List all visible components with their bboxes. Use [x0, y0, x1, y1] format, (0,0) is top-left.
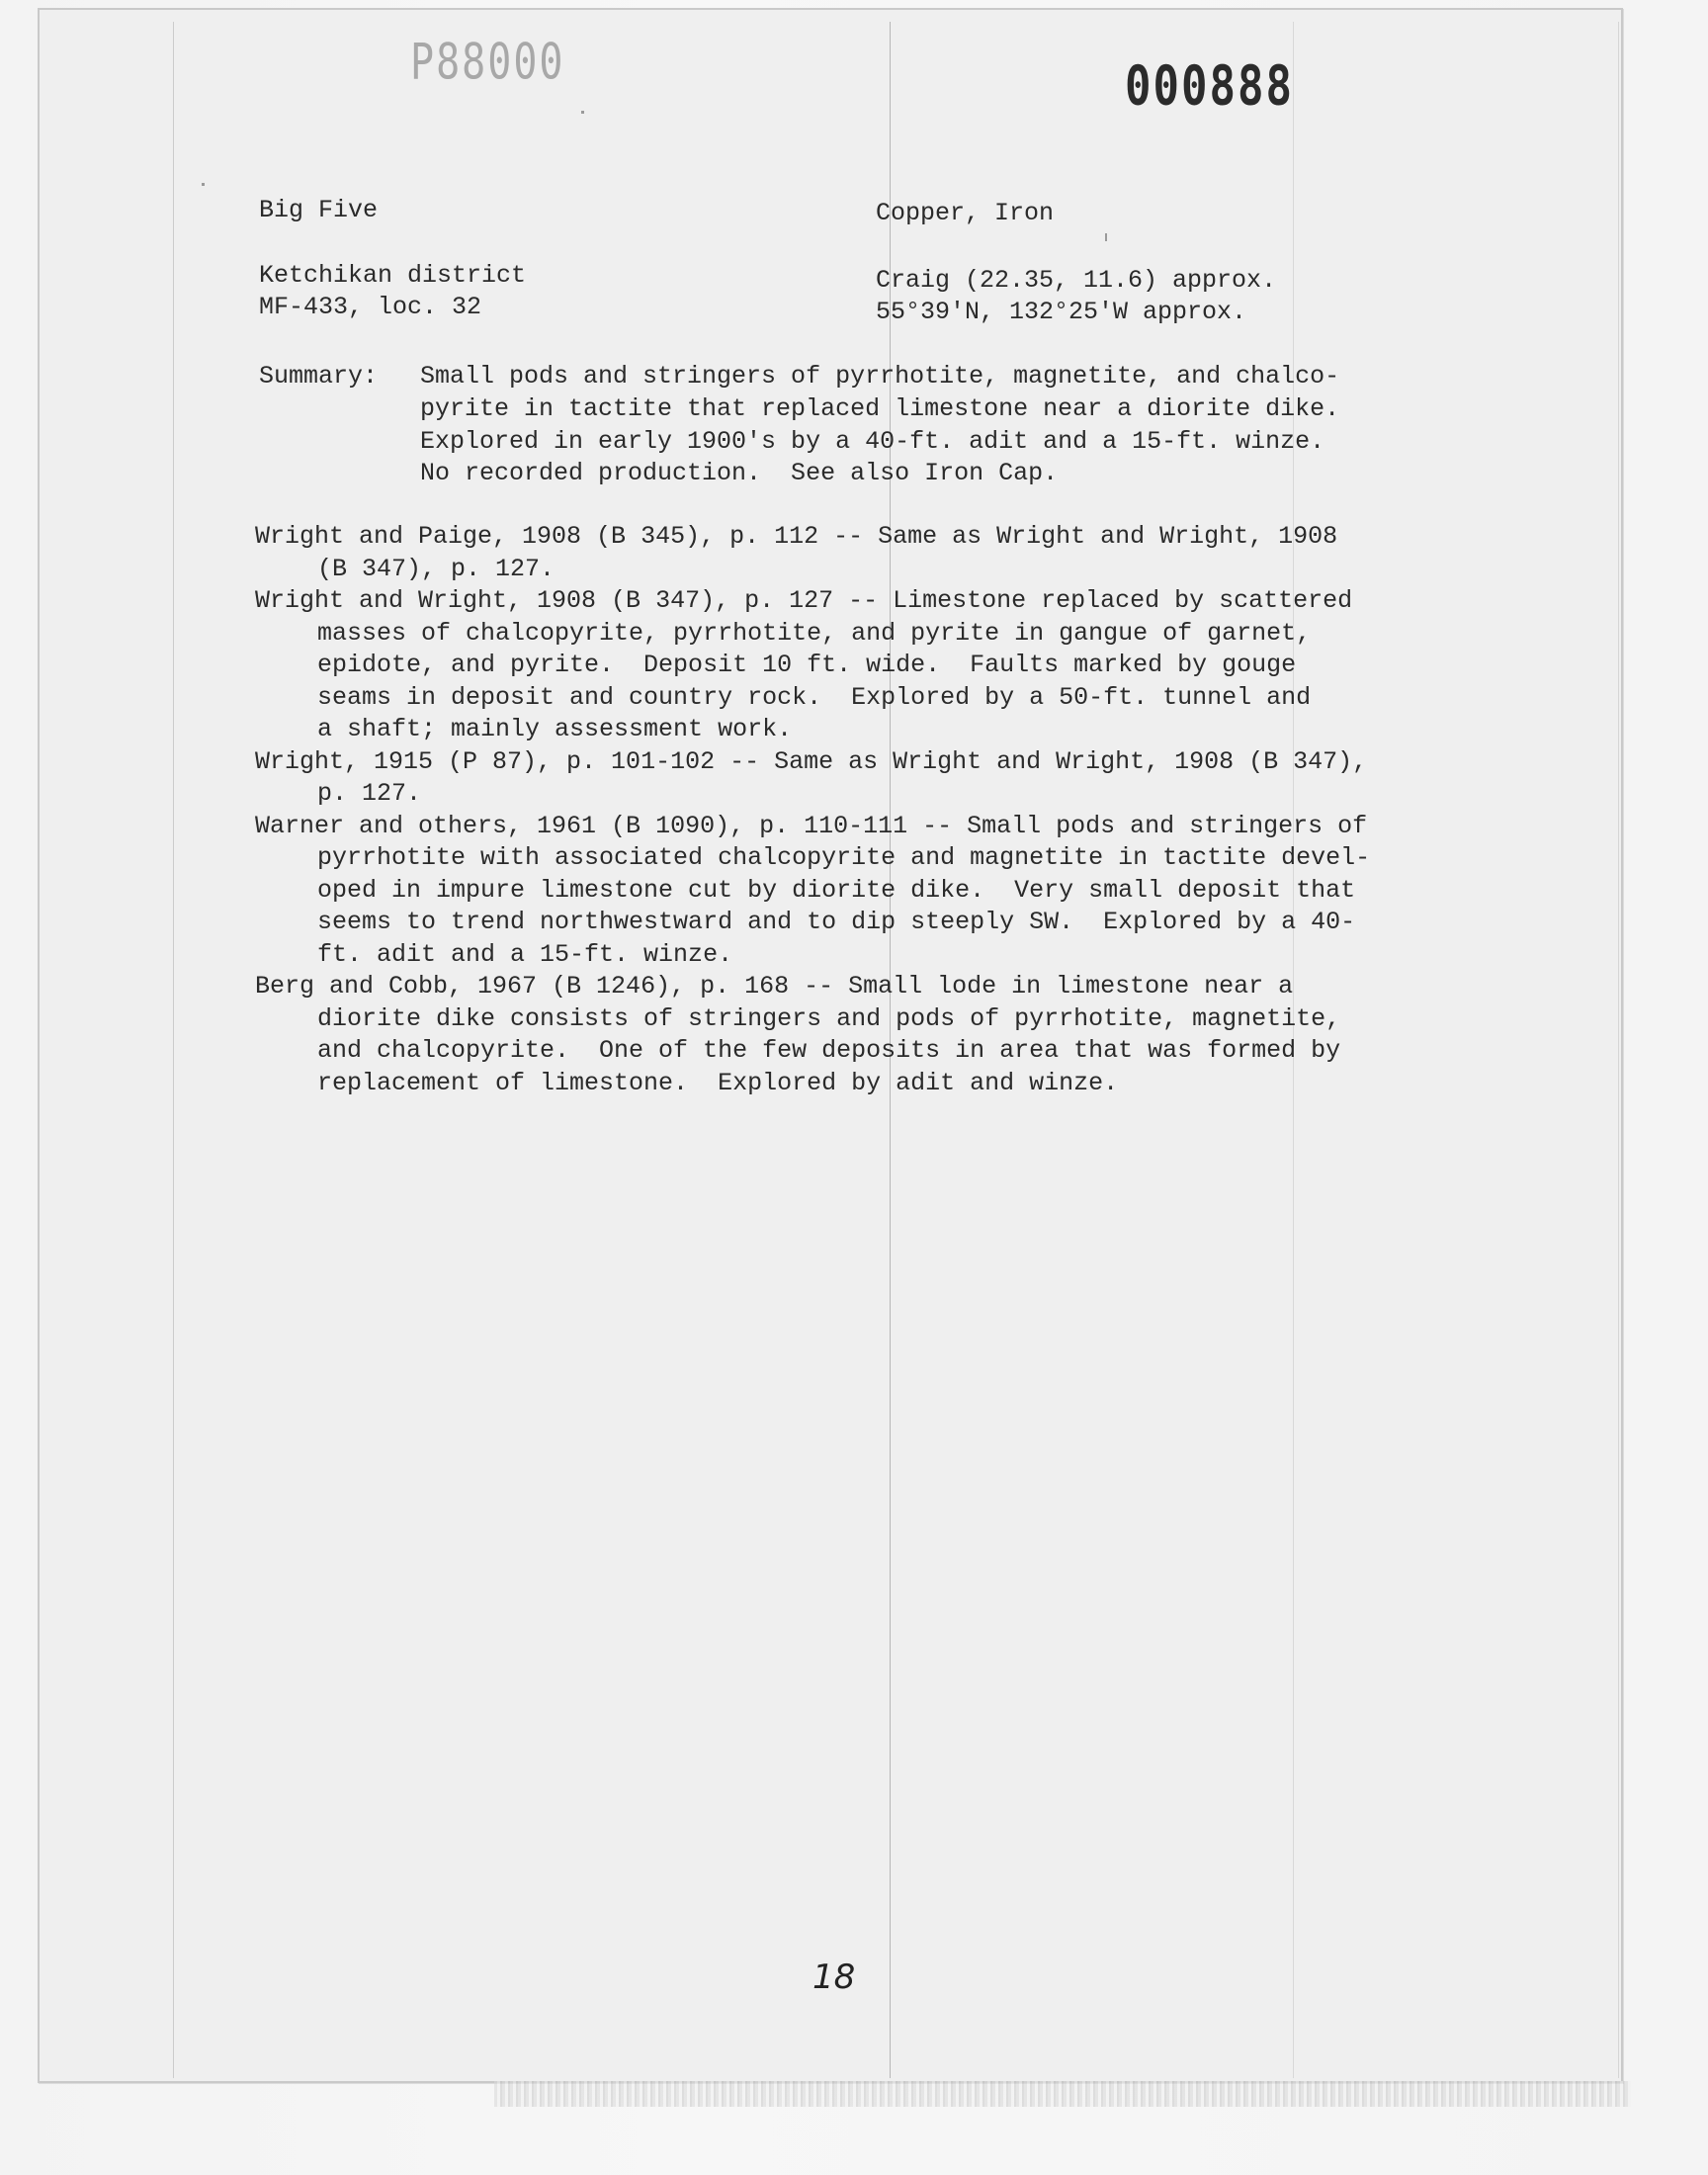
reference-line: ft. adit and a 15-ft. winze.: [317, 939, 733, 969]
reference-line: diorite dike consists of stringers and pods of pyrrhotite, magnetite,: [317, 1003, 1341, 1033]
district: Ketchikan district: [259, 261, 527, 290]
reference-line: masses of chalcopyrite, pyrrhotite, and pyrite in gangue of garnet,: [317, 618, 1312, 648]
reference-line: a shaft; mainly assessment work.: [317, 715, 793, 743]
reference-entry: [255, 746, 1500, 811]
property-name: Big Five: [259, 196, 379, 224]
reference-list: [255, 521, 1500, 1099]
reference-line: Wright and Wright, 1908 (B 347), p. 127 -- Limestone replaced by scattered: [255, 586, 1353, 615]
reference-line: seams in deposit and country rock. Explored by a 50-ft. tunnel and: [317, 682, 1312, 712]
summary-line: Small pods and stringers of pyrrhotite, magnetite, and chalco-: [420, 362, 1340, 391]
faint-serial-stamp: P88000: [410, 34, 565, 91]
reference-line: replacement of limestone. Explored by adit and winze.: [317, 1068, 1119, 1097]
reference-line: Wright, 1915 (P 87), p. 101-102 -- Same as Wright and Wright, 1908 (B 347),: [255, 746, 1368, 776]
reference-line: p. 127.: [317, 779, 422, 808]
summary-label: Summary:: [259, 362, 379, 391]
reference-line: pyrrhotite with associated chalcopyrite and magnetite in tactite devel-: [317, 843, 1371, 872]
handwritten-page-number: 18: [812, 1958, 856, 1997]
scan-speck: [202, 183, 205, 186]
scan-artifact-line: [1618, 22, 1619, 2078]
reference-line: oped in impure limestone cut by diorite dike. Very small deposit that: [317, 875, 1356, 905]
reference-entry: [255, 521, 1500, 585]
scan-artifact-line: [173, 22, 174, 2078]
reference-entry: [255, 585, 1500, 746]
coordinates: 55°39'N, 132°25'W approx.: [876, 298, 1247, 326]
reference-line: and chalcopyrite. One of the few deposits in area that was formed by: [317, 1036, 1341, 1065]
scan-speck: [581, 111, 584, 114]
reference-line: Warner and others, 1961 (B 1090), p. 110-111 -- Small pods and stringers of: [255, 811, 1368, 840]
serial-stamp: 000888: [1125, 54, 1294, 119]
reference-line: seems to trend northwestward and to dip steeply SW. Explored by a 40-: [317, 908, 1356, 936]
scan-speck: [1105, 233, 1107, 241]
map-reference: MF-433, loc. 32: [259, 293, 482, 321]
summary-line: Explored in early 1900's by a 40-ft. adit and a 15-ft. winze.: [420, 427, 1325, 456]
commodities: Copper, Iron: [876, 199, 1055, 227]
reference-entry: [255, 971, 1500, 1099]
reference-line: Wright and Paige, 1908 (B 345), p. 112 -- Same as Wright and Wright, 1908: [255, 522, 1338, 551]
scan-edge-artifact: [494, 2081, 1631, 2107]
summary-line: No recorded production. See also Iron Cap.: [420, 459, 1059, 487]
reference-line: Berg and Cobb, 1967 (B 1246), p. 168 -- Small lode in limestone near a: [255, 972, 1294, 1000]
summary-line: pyrite in tactite that replaced limestone near a diorite dike.: [420, 394, 1340, 423]
reference-line: epidote, and pyrite. Deposit 10 ft. wide. Faults marked by gouge: [317, 651, 1297, 679]
reference-entry: [255, 811, 1500, 972]
reference-line: (B 347), p. 127.: [317, 554, 555, 583]
quadrangle-location: Craig (22.35, 11.6) approx.: [876, 266, 1277, 295]
